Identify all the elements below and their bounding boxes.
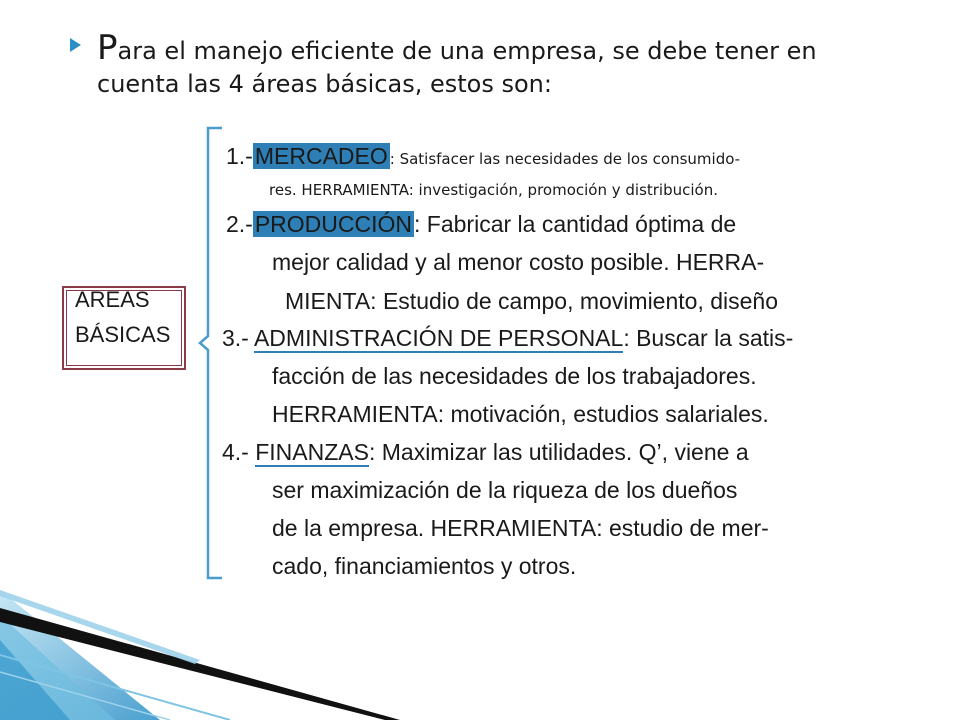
- item-1-line-1: [226, 143, 740, 170]
- item-2-prefix: 2.-: [226, 211, 253, 237]
- intro-line-1-text: ara el manejo eficiente de una empresa, se debe tener en: [117, 37, 817, 65]
- item-3-rest: : Buscar la satis-: [623, 325, 794, 351]
- item-4-continuation-1: ser maximización de la riqueza de los dueños: [272, 477, 738, 503]
- item-3-continuation-2: HERRAMIENTA: motivación, estudios salariales.: [272, 401, 769, 427]
- item-1-rest: : Satisfacer las necesidades de los consumido-: [389, 150, 741, 168]
- intro-line-2: cuenta las 4 áreas básicas, estos son:: [97, 70, 552, 98]
- item-4-line-1: [222, 439, 749, 466]
- item-2-rest: : Fabricar la cantidad óptima de: [414, 211, 737, 237]
- item-3-line-1: [222, 325, 793, 352]
- item-2-keyword: PRODUCCIÓN: [254, 211, 413, 237]
- item-2-line-1: [226, 211, 736, 238]
- item-1-prefix: 1.-: [226, 143, 253, 169]
- item-2-continuation-2: MIENTA: Estudio de campo, movimiento, diseño: [285, 288, 779, 314]
- item-4-continuation-3: cado, financiamientos y otros.: [272, 553, 577, 579]
- item-4-prefix: 4.-: [222, 439, 256, 465]
- item-1-continuation-1: res. HERRAMIENTA: investigación, promoción y distribución.: [269, 181, 718, 199]
- areas-label-line-1: AREAS: [75, 287, 150, 312]
- intro-drop-letter: P: [97, 28, 118, 68]
- item-4-rest: : Maximizar las utilidades. Q’, viene a: [368, 439, 749, 465]
- item-3-keyword: ADMINISTRACIÓN DE PERSONAL: [253, 325, 624, 351]
- item-3-prefix: 3.-: [222, 325, 254, 351]
- item-4-continuation-2: de la empresa. HERRAMIENTA: estudio de mer-: [272, 515, 769, 541]
- areas-label-line-2: BÁSICAS: [75, 322, 171, 347]
- item-4-keyword: FINANZAS: [255, 439, 369, 465]
- item-1-keyword: MERCADEO: [254, 143, 388, 169]
- item-2-continuation-1: mejor calidad y al menor costo posible. HERRA-: [272, 249, 765, 275]
- item-3-continuation-1: facción de las necesidades de los trabajadores.: [272, 363, 757, 389]
- corner-decoration: [0, 560, 420, 720]
